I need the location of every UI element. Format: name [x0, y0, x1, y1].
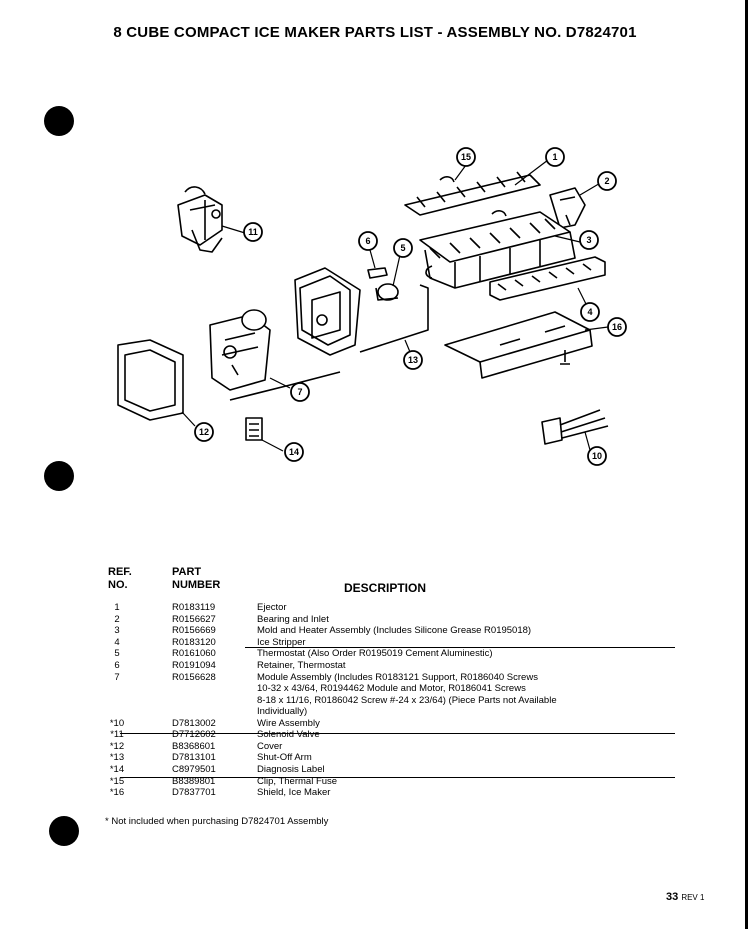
footnote: * Not included when purchasing D7824701 Assembly	[105, 816, 329, 827]
callout-label-6: 6	[365, 236, 371, 246]
table-row	[100, 672, 700, 718]
callout-label-11: 11	[248, 227, 258, 237]
description-cell: Ejector	[257, 602, 287, 613]
header-part-number: PART NUMBER	[172, 566, 221, 591]
revision-label: REV 1	[681, 893, 705, 902]
table-row	[100, 602, 700, 614]
motor-module-part	[210, 310, 270, 390]
diagnosis-label-part	[246, 418, 262, 440]
table-row	[100, 660, 700, 672]
part-number-cell: R0156628	[172, 671, 216, 683]
part-number-cell: R0183119	[172, 602, 216, 613]
table-row	[100, 718, 700, 730]
ref-cell: 7	[114, 671, 120, 683]
description-cell: Solenoid Valve	[257, 729, 320, 741]
table-row	[100, 648, 700, 660]
callout-label-15: 15	[460, 152, 472, 162]
table-rule	[245, 647, 675, 648]
callout-label-4: 4	[587, 307, 593, 317]
ejector-part	[405, 172, 540, 216]
header-ref-no: REF. NO.	[108, 566, 132, 591]
callout-label-5: 5	[400, 243, 406, 253]
callout-label-2: 2	[604, 176, 610, 186]
ref-cell: *14	[109, 763, 125, 775]
part-number-cell: D7813101	[172, 752, 216, 764]
part-number-cell: C8979501	[172, 763, 216, 775]
ref-cell: *16	[109, 787, 125, 799]
ice-stripper-part	[490, 257, 605, 300]
ref-cell: *10	[109, 717, 125, 729]
part-number-cell: B8389801	[172, 775, 216, 787]
description-cell: Shut-Off Arm	[257, 752, 312, 764]
callout-label-12: 12	[198, 427, 210, 437]
page-title: 8 CUBE COMPACT ICE MAKER PARTS LIST - ASSEMBLY NO. D7824701	[113, 24, 637, 41]
description-cell: Module Assembly (Includes R0183121 Support, R0186040 Screws 10-32 x 43/64, R0194462 Module and Motor, R0186041 Screws 8-18 x 11/16, R0186042 Screw #-24 x 23/64) (Piece Parts not Available Individually)	[257, 671, 557, 718]
table-row	[100, 787, 700, 799]
table-rule	[120, 733, 675, 734]
table-row	[100, 741, 700, 753]
callout-label-3: 3	[586, 235, 592, 245]
description-cell: Thermostat (Also Order R0195019 Cement Aluminestic)	[257, 648, 493, 660]
part-number-cell: B8368601	[172, 740, 216, 752]
ref-cell: 6	[114, 659, 120, 671]
page-number: 33	[666, 891, 679, 903]
binder-hole-bottom	[49, 816, 79, 846]
callout-label-1: 1	[552, 152, 558, 162]
callout-label-16: 16	[611, 322, 623, 332]
description-cell: Diagnosis Label	[257, 763, 325, 775]
table-row	[100, 614, 700, 626]
part-number-cell: D7813002	[172, 717, 216, 729]
part-number-cell: D7837701	[172, 787, 216, 799]
solenoid-valve-part	[178, 187, 222, 252]
table-row	[100, 625, 700, 637]
part-number-cell: R0161060	[172, 648, 216, 660]
ref-cell: *13	[109, 752, 125, 764]
ref-cell: *11	[110, 729, 124, 741]
callout-label-14: 14	[288, 447, 300, 457]
ref-cell: 2	[114, 613, 120, 625]
table-row	[100, 729, 700, 741]
part-number-cell: R0183120	[172, 636, 216, 648]
description-cell: Retainer, Thermostat	[257, 659, 346, 671]
ref-cell: 1	[114, 602, 120, 613]
description-cell: Clip, Thermal Fuse	[257, 775, 338, 787]
description-cell: Shield, Ice Maker	[257, 787, 331, 799]
callout-label-10: 10	[591, 451, 603, 461]
description-cell: Bearing and Inlet	[257, 613, 329, 625]
ref-cell: *15	[109, 775, 125, 787]
ref-cell: 5	[114, 648, 120, 660]
ref-cell: *12	[109, 740, 125, 752]
table-rule	[120, 777, 675, 778]
table-row	[100, 764, 700, 776]
description-cell: Cover	[257, 740, 283, 752]
description-cell: Ice Stripper	[257, 636, 306, 648]
module-housing-part	[295, 268, 360, 355]
header-description: DESCRIPTION	[344, 581, 427, 595]
leader-lines	[182, 160, 608, 451]
part-number-cell: D7712602	[172, 729, 216, 741]
parts-table	[100, 602, 700, 799]
description-cell: Wire Assembly	[257, 717, 320, 729]
callout-label-7: 7	[297, 387, 303, 397]
page-number-block	[666, 891, 704, 903]
table-row	[100, 752, 700, 764]
description-cell: Mold and Heater Assembly (Includes Silicone Grease R0195018)	[257, 625, 532, 637]
part-number-cell: R0156627	[172, 613, 216, 625]
part-number-cell: R0191094	[172, 659, 216, 671]
shield-part	[445, 312, 592, 378]
part-number-cell: R0156669	[172, 625, 216, 637]
callout-label-13: 13	[407, 355, 419, 365]
ref-cell: 4	[114, 636, 120, 648]
wire-assembly-part	[542, 410, 608, 444]
cover-part	[118, 340, 183, 420]
ref-cell: 3	[114, 625, 120, 637]
